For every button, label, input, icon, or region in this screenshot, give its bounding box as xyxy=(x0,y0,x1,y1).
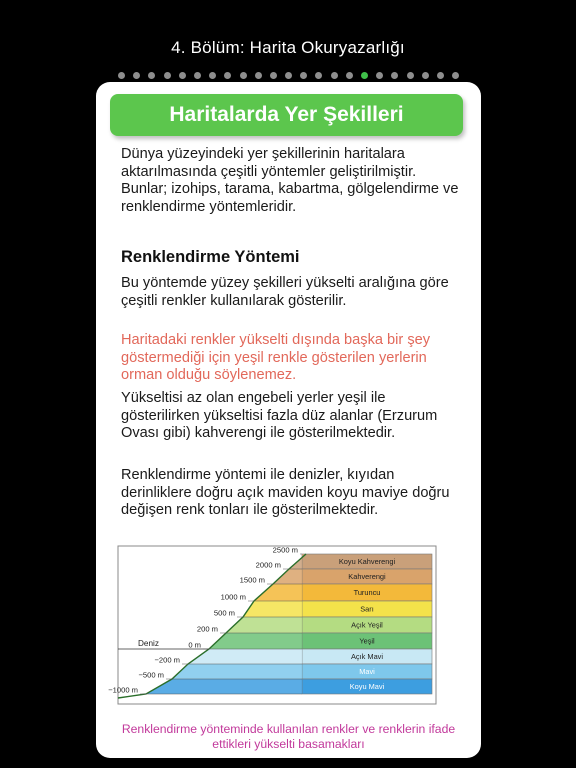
band-label: Kahverengi xyxy=(348,572,386,582)
page-dot[interactable] xyxy=(331,72,338,79)
elevation-label: 500 m xyxy=(213,608,235,618)
band-label: Koyu Mavi xyxy=(349,682,385,692)
page-dot[interactable] xyxy=(240,72,247,79)
page-dot[interactable] xyxy=(270,72,277,79)
elevation-label: 200 m xyxy=(196,624,218,634)
elevation-color-diagram xyxy=(108,545,436,704)
page-dot[interactable] xyxy=(376,72,383,79)
section-heading: Renklendirme Yöntemi xyxy=(121,248,300,266)
band-label: Yeşil xyxy=(359,636,375,646)
page-dot[interactable] xyxy=(224,72,231,79)
elevation-label: 2000 m xyxy=(255,560,281,570)
diagram-caption: Renklendirme yönteminde kullanılan renkler ve renklerin ifade ettikleri yükselti basamakları xyxy=(121,722,456,751)
terrain-layer xyxy=(172,664,302,679)
page-dot[interactable] xyxy=(346,72,353,79)
page-dot[interactable] xyxy=(437,72,444,79)
page-dot[interactable] xyxy=(391,72,398,79)
elevation-label: −500 m xyxy=(138,670,164,680)
page-dot[interactable] xyxy=(179,72,186,79)
band-label: Turuncu xyxy=(353,588,381,598)
title-banner xyxy=(110,94,463,136)
page-dot[interactable] xyxy=(422,72,429,79)
page-dot[interactable] xyxy=(361,72,368,79)
paragraph-2: Yükseltisi az olan engebeli yerler yeşil ile gösterilirken yükseltisi fazla düz alanlar (Erzurum Ovası gibi) kahverengi ile gösterilmektedir. xyxy=(121,390,438,442)
page-dot[interactable] xyxy=(148,72,155,79)
page-dot[interactable] xyxy=(164,72,171,79)
top-bar xyxy=(0,0,576,64)
paragraph-1: Bu yöntemde yüzey şekilleri yükselti aralığına göre çeşitli renkler kullanılarak gösterilir. xyxy=(121,275,449,309)
band-label: Sarı xyxy=(360,604,374,614)
elevation-label: 1500 m xyxy=(239,575,265,585)
page-dot[interactable] xyxy=(255,72,262,79)
elevation-label: 1000 m xyxy=(220,592,246,602)
elevation-label: 0 m xyxy=(188,640,201,650)
page-dot[interactable] xyxy=(194,72,201,79)
banner-title: Haritalarda Yer Şekilleri xyxy=(169,103,404,126)
content-card xyxy=(96,82,481,758)
note-paragraph: Haritadaki renkler yükselti dışında başka bir şey göstermediği için yeşil renkle gösterilen yerlerin orman olduğu söylenemez. xyxy=(121,332,431,384)
sea-label: Deniz xyxy=(138,639,159,648)
elevation-label: −1000 m xyxy=(108,685,138,695)
page-dot[interactable] xyxy=(407,72,414,79)
page-dot[interactable] xyxy=(133,72,140,79)
chapter-title: 4. Bölüm: Harita Okuryazarlığı xyxy=(171,38,405,57)
paragraph-3: Renklendirme yöntemi ile denizler, kıyıdan derinliklere doğru açık maviden koyu maviye doğru değişen renk tonları ile gösterilmektedir. xyxy=(121,467,450,519)
page-indicator[interactable] xyxy=(118,71,459,79)
intro-paragraph: Dünya yüzeyindeki yer şekillerinin haritalara aktarılmasında çeşitli yöntemler geliştirilmiştir. Bunlar; izohips, tarama, kabartma, gölgelendirme ve renklendirme yöntemleridir. xyxy=(121,146,459,215)
elevation-label: 2500 m xyxy=(272,545,298,555)
band-label: Mavi xyxy=(359,667,375,677)
page-dot[interactable] xyxy=(118,72,125,79)
page-dot[interactable] xyxy=(285,72,292,79)
band-label: Koyu Kahverengi xyxy=(338,557,396,567)
page-dot[interactable] xyxy=(300,72,307,79)
band-label: Açık Yeşil xyxy=(351,620,383,630)
page-dot[interactable] xyxy=(452,72,459,79)
page-dot[interactable] xyxy=(209,72,216,79)
band-label: Açık Mavi xyxy=(350,652,384,662)
page-dot[interactable] xyxy=(315,72,322,79)
elevation-label: −200 m xyxy=(154,655,180,665)
